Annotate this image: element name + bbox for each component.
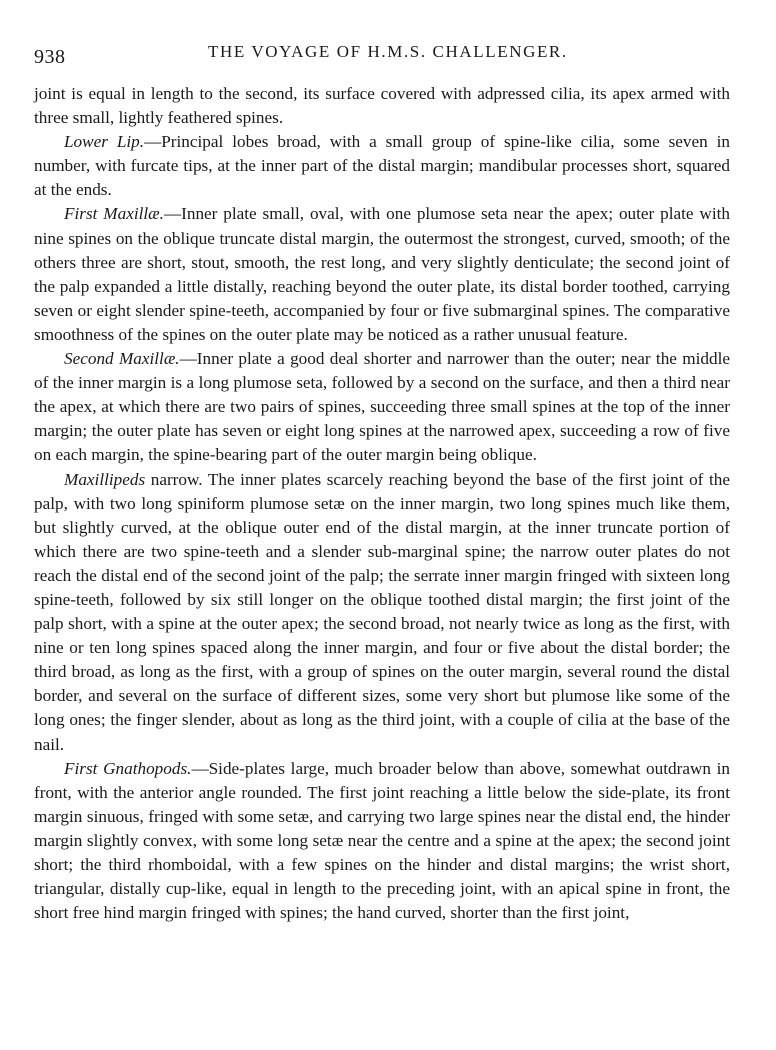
paragraph-text: narrow. The inner plates scarcely reaching beyond the base of the first joint of the palp, with two long spiniform plumose setæ on the inner margin, two long spines much like them, but slightly curved, at the oblique outer end of the distal margin, at the inner truncate portion of which there are two spine-teeth and a slender sub-marginal spine; the narrow outer plates do not reach the distal end of the second joint of the palp; the serrate inner margin fringed with sixteen long spine-teeth, followed by six still longer on the oblique toothed distal margin; the first joint of the palp short, with a spine at the outer apex; the second broad, not nearly twice as long as the first, with nine or ten long spines spaced along the inner margin, and four or five about the distal border; the third broad, as long as the first, with a group of spines on the outer margin, several round the distal border, and several on the surface of different sizes, some very short but plumose like some of the long ones; the finger slender, about as long as the third joint, with a couple of cilia at the base of the nail. xyxy=(34,469,730,754)
section-label-first-maxillae: First Maxillæ. xyxy=(64,204,164,224)
body-text xyxy=(34,82,730,925)
paragraph-text: —Inner plate small, oval, with one plumose seta near the apex; outer plate with nine spines on the oblique truncate distal margin, the outermost the strongest, curved, smooth; of the others three are short, stout, smooth, the rest long, and very slightly denticulate; the second joint of the palp expanded a little distally, reaching beyond the outer plate, its distal border toothed, carrying seven or eight slender spine-teeth, accompanied by four or five submarginal spines. The comparative smoothness of the spines on the outer plate may be noticed as a rather unusual feature. xyxy=(34,204,730,344)
section-label-first-gnathopods: First Gnathopods. xyxy=(64,758,192,778)
paragraph-text: joint is equal in length to the second, its surface covered with adpressed cilia, its apex armed with three small, lightly feathered spines. xyxy=(34,84,730,128)
page-number: 938 xyxy=(34,46,66,68)
section-label-lower-lip: Lower Lip. xyxy=(64,132,145,152)
paragraph-lower-lip xyxy=(34,130,730,202)
paragraph-first-maxillae xyxy=(34,202,730,347)
paragraph-text: —Principal lobes broad, with a small group of spine-like cilia, some seven in number, with furcate tips, at the inner part of the distal margin; mandibular processes short, squared at the ends. xyxy=(34,132,730,200)
paragraph-first-gnathopods xyxy=(34,757,730,926)
page-header xyxy=(34,32,726,68)
paragraph-maxillipeds xyxy=(34,468,730,757)
paragraph-continuation xyxy=(34,82,730,130)
section-label-maxillipeds: Maxillipeds xyxy=(64,469,146,489)
running-title: THE VOYAGE OF H.M.S. CHALLENGER. xyxy=(208,42,568,61)
paragraph-text: —Side-plates large, much broader below than above, somewhat outdrawn in front, with the anterior angle rounded. The first joint reaching a little below the side-plate, its front margin sinuous, fringed with some setæ, and carrying two large spines near the distal end, the hinder margin slightly convex, with some long setæ near the centre and a spine at the apex; the second joint short; the third rhomboidal, with a few spines on the hinder and distal margins; the wrist short, triangular, distally cup-like, equal in length to the preceding joint, with an apical spine in front, the short free hind margin fringed with spines; the hand curved, shorter than the first joint, xyxy=(34,758,730,923)
section-label-second-maxillae: Second Maxillæ. xyxy=(64,349,180,369)
paragraph-second-maxillae xyxy=(34,347,730,467)
paragraph-text: —Inner plate a good deal shorter and narrower than the outer; near the middle of the inner margin is a long plumose seta, followed by a second on the surface, and then a third near the apex, at which there are two pairs of spines, succeeding three small spines at the top of the inner margin; the outer plate has seven or eight long spines at the narrowed apex, succeeding a row of five on each margin, the spine-bearing part of the outer margin being oblique. xyxy=(34,349,730,465)
